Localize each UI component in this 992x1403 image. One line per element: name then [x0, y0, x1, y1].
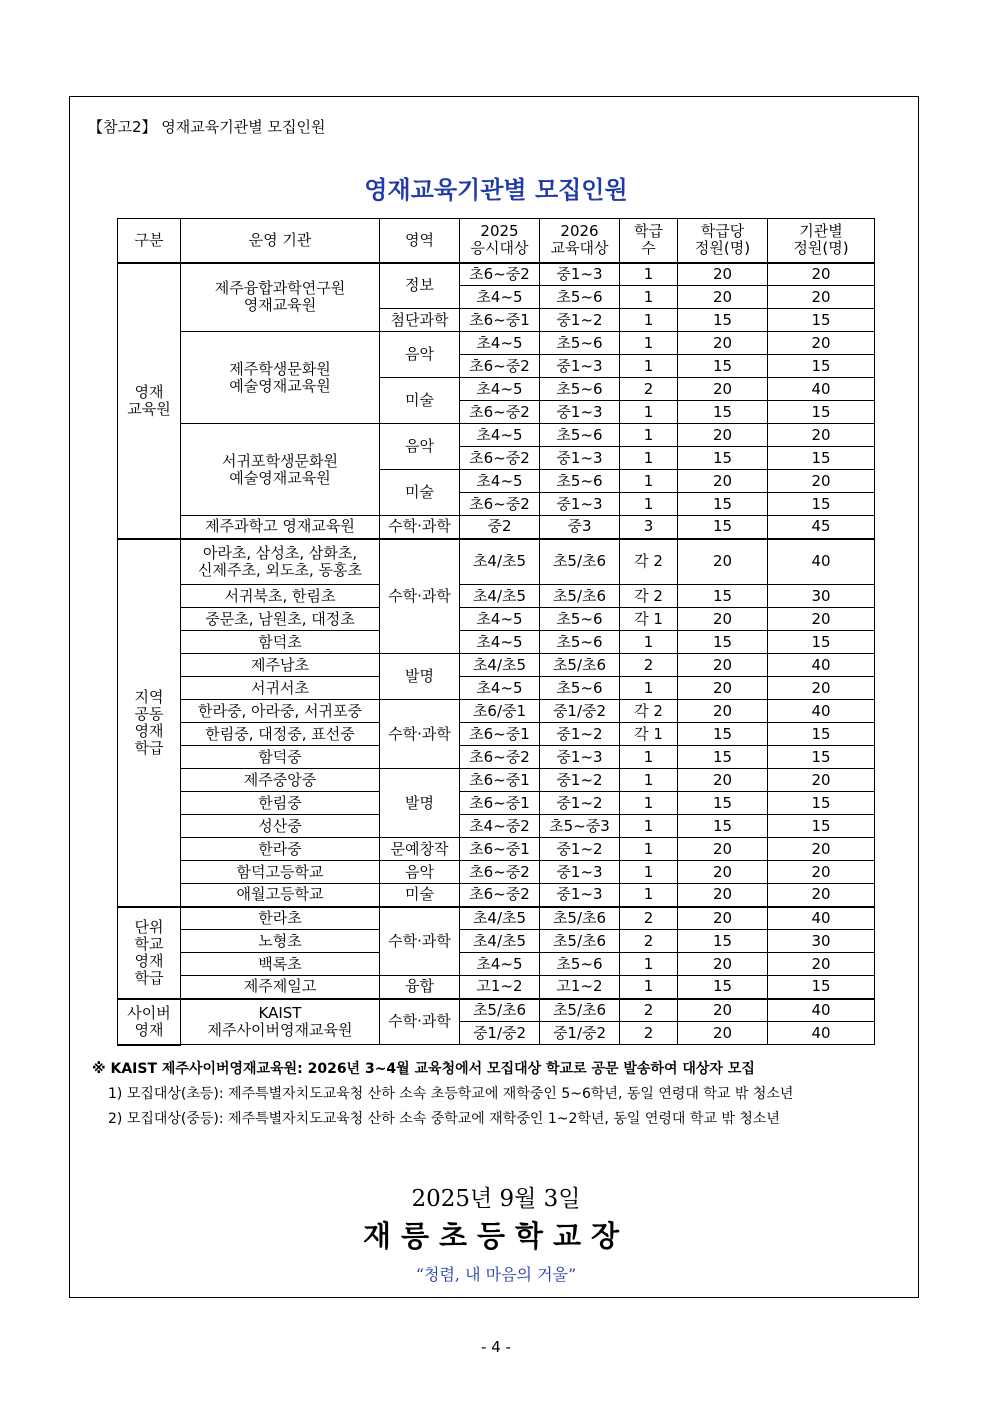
table-row	[118, 723, 875, 746]
note-sub-2: 2) 모집대상(중등): 제주특별자치도교육청 산하 소속 중학교에 재학중인 1~2학년, 동일 연령대 학교 밖 청소년	[108, 1111, 780, 1127]
total-cell: 15	[768, 815, 875, 838]
target-2025-cell: 초4~중2	[460, 815, 540, 838]
target-2025-cell: 중2	[460, 516, 540, 539]
category-cell: 영재 교육원	[118, 263, 181, 539]
target-2026-cell: 초5~6	[540, 677, 620, 700]
target-2026-cell: 초5~6	[540, 378, 620, 401]
classes-cell: 1	[620, 677, 678, 700]
header-per-class: 학급당 정원(명)	[678, 219, 768, 263]
classes-cell: 1	[620, 861, 678, 884]
per-class-cell: 15	[678, 585, 768, 608]
target-2026-cell: 중1~2	[540, 769, 620, 792]
total-cell: 20	[768, 424, 875, 447]
per-class-cell: 15	[678, 746, 768, 769]
target-2026-cell: 중1~2	[540, 792, 620, 815]
total-cell: 20	[768, 953, 875, 976]
target-2026-cell: 중1~3	[540, 861, 620, 884]
table-row	[118, 884, 875, 907]
total-cell: 20	[768, 470, 875, 493]
institution-cell: 제주과학고 영재교육원	[181, 516, 380, 539]
header-classes: 학급 수	[620, 219, 678, 263]
target-2025-cell: 초6~중2	[460, 401, 540, 424]
per-class-cell: 20	[678, 539, 768, 585]
per-class-cell: 15	[678, 723, 768, 746]
table-row	[118, 769, 875, 792]
institution-cell: 한림중, 대정중, 표선중	[181, 723, 380, 746]
target-2026-cell: 중1~3	[540, 447, 620, 470]
target-2026-cell: 초5/초6	[540, 585, 620, 608]
classes-cell: 1	[620, 263, 678, 286]
institution-cell: 한림중	[181, 792, 380, 815]
classes-cell: 1	[620, 792, 678, 815]
field-cell: 정보	[380, 263, 460, 309]
target-2025-cell: 초6~중1	[460, 309, 540, 332]
per-class-cell: 20	[678, 608, 768, 631]
table-row	[118, 907, 875, 930]
per-class-cell: 20	[678, 884, 768, 907]
institution-cell: 백록초	[181, 953, 380, 976]
total-cell: 30	[768, 930, 875, 953]
target-2025-cell: 초4~5	[460, 378, 540, 401]
classes-cell: 1	[620, 769, 678, 792]
classes-cell: 1	[620, 309, 678, 332]
per-class-cell: 20	[678, 769, 768, 792]
classes-cell: 2	[620, 999, 678, 1022]
total-cell: 40	[768, 907, 875, 930]
table-row	[118, 608, 875, 631]
field-cell: 문예창작	[380, 838, 460, 861]
field-cell: 수학·과학	[380, 516, 460, 539]
target-2026-cell: 중1/중2	[540, 700, 620, 723]
institution-cell: 애월고등학교	[181, 884, 380, 907]
classes-cell: 각 2	[620, 539, 678, 585]
per-class-cell: 20	[678, 700, 768, 723]
per-class-cell: 20	[678, 953, 768, 976]
note-main: ※ KAIST 제주사이버영재교육원: 2026년 3~4월 교육청에서 모집대상 학교로 공문 발송하여 대상자 모집	[92, 1061, 755, 1077]
target-2026-cell: 초5~6	[540, 953, 620, 976]
main-title: 영재교육기관별 모집인원	[364, 176, 628, 204]
total-cell: 40	[768, 700, 875, 723]
target-2026-cell: 초5~6	[540, 470, 620, 493]
total-cell: 15	[768, 309, 875, 332]
field-cell: 발명	[380, 769, 460, 838]
field-cell: 음악	[380, 861, 460, 884]
table-row	[118, 838, 875, 861]
category-cell: 사이버 영재	[118, 999, 181, 1045]
target-2026-cell: 중1~3	[540, 746, 620, 769]
target-2025-cell: 초6~중1	[460, 838, 540, 861]
target-2026-cell: 중1~3	[540, 355, 620, 378]
classes-cell: 2	[620, 1022, 678, 1045]
table-row	[118, 815, 875, 838]
institution-cell: 제주남초	[181, 654, 380, 677]
classes-cell: 1	[620, 884, 678, 907]
classes-cell: 2	[620, 907, 678, 930]
target-2025-cell: 초6~중2	[460, 884, 540, 907]
per-class-cell: 15	[678, 493, 768, 516]
per-class-cell: 15	[678, 815, 768, 838]
per-class-cell: 15	[678, 631, 768, 654]
classes-cell: 1	[620, 286, 678, 309]
total-cell: 40	[768, 378, 875, 401]
field-cell: 음악	[380, 424, 460, 470]
field-cell: 발명	[380, 654, 460, 700]
per-class-cell: 15	[678, 792, 768, 815]
per-class-cell: 15	[678, 355, 768, 378]
target-2026-cell: 중1/중2	[540, 1022, 620, 1045]
target-2025-cell: 초4~5	[460, 424, 540, 447]
target-2026-cell: 중1~2	[540, 838, 620, 861]
target-2025-cell: 초4~5	[460, 677, 540, 700]
target-2026-cell: 초5/초6	[540, 654, 620, 677]
field-cell: 미술	[380, 884, 460, 907]
per-class-cell: 20	[678, 286, 768, 309]
per-class-cell: 15	[678, 930, 768, 953]
target-2026-cell: 초5/초6	[540, 999, 620, 1022]
target-2025-cell: 초6~중1	[460, 792, 540, 815]
institution-cell: 아라초, 삼성초, 삼화초, 신제주초, 외도초, 동홍초	[181, 539, 380, 585]
table-row	[118, 976, 875, 999]
target-2025-cell: 초6~중2	[460, 447, 540, 470]
header-category: 구분	[118, 219, 181, 263]
field-cell: 음악	[380, 332, 460, 378]
target-2026-cell: 초5~6	[540, 286, 620, 309]
target-2025-cell: 초4/초5	[460, 654, 540, 677]
per-class-cell: 15	[678, 976, 768, 999]
institution-cell: 성산중	[181, 815, 380, 838]
table-body	[118, 263, 875, 1045]
per-class-cell: 20	[678, 1022, 768, 1045]
header-field: 영역	[380, 219, 460, 263]
classes-cell: 1	[620, 976, 678, 999]
target-2026-cell: 중1~3	[540, 884, 620, 907]
field-cell: 첨단과학	[380, 309, 460, 332]
target-2026-cell: 중1~2	[540, 723, 620, 746]
total-cell: 20	[768, 332, 875, 355]
reference-title: 【참고2】 영재교육기관별 모집인원	[88, 118, 326, 136]
field-cell: 수학·과학	[380, 700, 460, 769]
field-cell: 수학·과학	[380, 999, 460, 1045]
classes-cell: 1	[620, 447, 678, 470]
classes-cell: 1	[620, 401, 678, 424]
target-2025-cell: 초6~중2	[460, 493, 540, 516]
per-class-cell: 15	[678, 447, 768, 470]
target-2025-cell: 초4~5	[460, 608, 540, 631]
target-2025-cell: 초6~중2	[460, 263, 540, 286]
table-row	[118, 654, 875, 677]
classes-cell: 2	[620, 378, 678, 401]
target-2025-cell: 초4/초5	[460, 585, 540, 608]
target-2025-cell: 초6~중2	[460, 746, 540, 769]
per-class-cell: 15	[678, 516, 768, 539]
target-2025-cell: 초6~중1	[460, 769, 540, 792]
total-cell: 45	[768, 516, 875, 539]
classes-cell: 1	[620, 838, 678, 861]
total-cell: 40	[768, 1022, 875, 1045]
target-2026-cell: 초5~6	[540, 608, 620, 631]
institution-cell: 함덕고등학교	[181, 861, 380, 884]
target-2026-cell: 초5~6	[540, 631, 620, 654]
institution-cell: 함덕중	[181, 746, 380, 769]
institution-cell: KAIST 제주사이버영재교육원	[181, 999, 380, 1045]
table-row	[118, 861, 875, 884]
classes-cell: 각 1	[620, 723, 678, 746]
field-cell: 미술	[380, 378, 460, 424]
target-2025-cell: 중1/중2	[460, 1022, 540, 1045]
classes-cell: 2	[620, 930, 678, 953]
total-cell: 40	[768, 654, 875, 677]
classes-cell: 각 1	[620, 608, 678, 631]
total-cell: 40	[768, 999, 875, 1022]
institution-cell: 함덕초	[181, 631, 380, 654]
per-class-cell: 20	[678, 838, 768, 861]
institution-cell: 제주융합과학연구원 영재교육원	[181, 263, 380, 332]
classes-cell: 1	[620, 746, 678, 769]
total-cell: 15	[768, 401, 875, 424]
target-2025-cell: 초4~5	[460, 286, 540, 309]
table-row	[118, 999, 875, 1022]
total-cell: 20	[768, 884, 875, 907]
total-cell: 20	[768, 608, 875, 631]
classes-cell: 1	[620, 355, 678, 378]
target-2026-cell: 초5/초6	[540, 539, 620, 585]
table-row	[118, 263, 875, 286]
target-2026-cell: 중1~3	[540, 493, 620, 516]
target-2025-cell: 초4/초5	[460, 907, 540, 930]
school-slogan: “청렴, 내 마음의 거울”	[415, 1265, 577, 1284]
table-header-row	[118, 219, 875, 263]
classes-cell: 3	[620, 516, 678, 539]
target-2025-cell: 초4~5	[460, 953, 540, 976]
table-row	[118, 700, 875, 723]
per-class-cell: 20	[678, 332, 768, 355]
target-2025-cell: 초4~5	[460, 332, 540, 355]
per-class-cell: 20	[678, 424, 768, 447]
per-class-cell: 20	[678, 378, 768, 401]
header-2026: 2026 교육대상	[540, 219, 620, 263]
principal-signature: 재릉초등학교장	[362, 1219, 630, 1253]
notes	[92, 1058, 793, 1128]
target-2025-cell: 초4~5	[460, 631, 540, 654]
target-2026-cell: 중1~3	[540, 263, 620, 286]
institution-cell: 한라중, 아라중, 서귀포중	[181, 700, 380, 723]
category-cell: 지역 공동 영재 학급	[118, 539, 181, 907]
target-2026-cell: 중1~2	[540, 309, 620, 332]
institution-cell: 제주학생문화원 예술영재교육원	[181, 332, 380, 424]
total-cell: 15	[768, 631, 875, 654]
total-cell: 15	[768, 976, 875, 999]
target-2025-cell: 초6~중2	[460, 861, 540, 884]
target-2026-cell: 초5/초6	[540, 930, 620, 953]
field-cell: 미술	[380, 470, 460, 516]
classes-cell: 1	[620, 332, 678, 355]
note-sub-1: 1) 모집대상(초등): 제주특별자치도교육청 산하 소속 초등학교에 재학중인 5~6학년, 동일 연령대 학교 밖 청소년	[108, 1086, 794, 1102]
target-2025-cell: 초4/초5	[460, 930, 540, 953]
institution-cell: 중문초, 남원초, 대정초	[181, 608, 380, 631]
table-row	[118, 332, 875, 355]
table-row	[118, 424, 875, 447]
field-cell: 수학·과학	[380, 907, 460, 976]
classes-cell: 각 2	[620, 700, 678, 723]
total-cell: 20	[768, 838, 875, 861]
table-row	[118, 746, 875, 769]
institution-cell: 서귀서초	[181, 677, 380, 700]
institution-cell: 서귀북초, 한림초	[181, 585, 380, 608]
total-cell: 20	[768, 263, 875, 286]
classes-cell: 1	[620, 424, 678, 447]
per-class-cell: 20	[678, 470, 768, 493]
table-row	[118, 516, 875, 539]
classes-cell: 1	[620, 815, 678, 838]
table-row	[118, 539, 875, 585]
classes-cell: 각 2	[620, 585, 678, 608]
total-cell: 40	[768, 539, 875, 585]
target-2025-cell: 초4/초5	[460, 539, 540, 585]
header-institution: 운영 기관	[181, 219, 380, 263]
total-cell: 20	[768, 769, 875, 792]
category-cell: 단위 학교 영재 학급	[118, 907, 181, 999]
target-2025-cell: 초6~중1	[460, 723, 540, 746]
per-class-cell: 15	[678, 309, 768, 332]
institution-cell: 제주중앙중	[181, 769, 380, 792]
target-2026-cell: 초5~중3	[540, 815, 620, 838]
table-row	[118, 677, 875, 700]
target-2026-cell: 초5~6	[540, 424, 620, 447]
total-cell: 15	[768, 355, 875, 378]
classes-cell: 1	[620, 953, 678, 976]
table-row	[118, 631, 875, 654]
total-cell: 15	[768, 493, 875, 516]
per-class-cell: 20	[678, 263, 768, 286]
table-row	[118, 585, 875, 608]
table-row	[118, 953, 875, 976]
total-cell: 15	[768, 447, 875, 470]
classes-cell: 1	[620, 631, 678, 654]
total-cell: 20	[768, 286, 875, 309]
field-cell: 수학·과학	[380, 539, 460, 654]
per-class-cell: 20	[678, 677, 768, 700]
recruitment-table	[117, 218, 875, 1046]
header-2025: 2025 응시대상	[460, 219, 540, 263]
target-2026-cell: 초5~6	[540, 332, 620, 355]
target-2026-cell: 중1~3	[540, 401, 620, 424]
total-cell: 20	[768, 677, 875, 700]
institution-cell: 한라초	[181, 907, 380, 930]
total-cell: 30	[768, 585, 875, 608]
per-class-cell: 20	[678, 861, 768, 884]
target-2025-cell: 초6/중1	[460, 700, 540, 723]
target-2026-cell: 고1~2	[540, 976, 620, 999]
table-row	[118, 930, 875, 953]
institution-cell: 노형초	[181, 930, 380, 953]
per-class-cell: 20	[678, 907, 768, 930]
target-2025-cell: 초6~중2	[460, 355, 540, 378]
total-cell: 15	[768, 723, 875, 746]
total-cell: 15	[768, 792, 875, 815]
classes-cell: 1	[620, 493, 678, 516]
classes-cell: 1	[620, 470, 678, 493]
target-2026-cell: 초5/초6	[540, 907, 620, 930]
institution-cell: 제주제일고	[181, 976, 380, 999]
per-class-cell: 20	[678, 999, 768, 1022]
total-cell: 20	[768, 861, 875, 884]
per-class-cell: 20	[678, 654, 768, 677]
target-2025-cell: 고1~2	[460, 976, 540, 999]
per-class-cell: 15	[678, 401, 768, 424]
classes-cell: 2	[620, 654, 678, 677]
institution-cell: 서귀포학생문화원 예술영재교육원	[181, 424, 380, 516]
table-row	[118, 792, 875, 815]
target-2025-cell: 초5/초6	[460, 999, 540, 1022]
field-cell: 융합	[380, 976, 460, 999]
institution-cell: 한라중	[181, 838, 380, 861]
header-total: 기관별 정원(명)	[768, 219, 875, 263]
total-cell: 15	[768, 746, 875, 769]
target-2026-cell: 중3	[540, 516, 620, 539]
page-number: - 4 -	[481, 1338, 511, 1356]
issue-date: 2025년 9월 3일	[411, 1186, 581, 1212]
target-2025-cell: 초4~5	[460, 470, 540, 493]
